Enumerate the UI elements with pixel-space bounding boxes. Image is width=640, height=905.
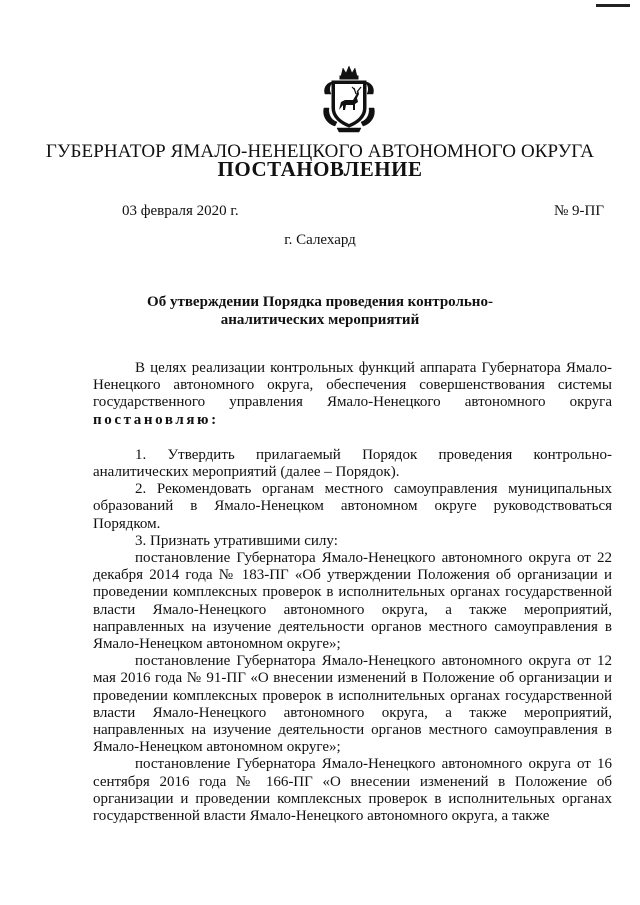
preamble <box>93 360 612 429</box>
paragraph-item-1: 1. Утвердить прилагаемый Порядок проведения контрольно-аналитических мероприятий (далее – Порядок). <box>93 446 612 481</box>
paragraph-item-3: 3. Признать утратившими силу: <box>135 532 338 549</box>
issuing-authority: ГУБЕРНАТОР ЯМАЛО-НЕНЕЦКОГО АВТОНОМНОГО ОКРУГА <box>45 141 595 162</box>
paragraph-item-2: 2. Рекомендовать органам местного самоуправления муниципальных образований в Ямало-Ненецком автономном округе руководствоваться Порядком. <box>93 481 612 532</box>
document-title: Об утверждении Порядка проведения контрольно-аналитических мероприятий <box>147 294 493 328</box>
document-body <box>93 360 612 825</box>
coat-of-arms-icon <box>319 64 379 134</box>
document-type: ПОСТАНОВЛЕНИЕ <box>217 157 423 181</box>
document-date: 03 февраля 2020 г. <box>122 203 239 219</box>
scan-artifact <box>596 4 630 7</box>
preamble-text: В целях реализации контрольных функций аппарата Губернатора Ямало-Ненецкого автономного округа, обеспечения совершенствования системы государственного управления Ямало-Ненецкого автономного округа <box>93 360 612 411</box>
repealed-decree-166: постановление Губернатора Ямало-Ненецкого автономного округа от 16 сентября 2016 года № 166-ПГ «О внесении изменений в Положение об организации и проведении комплексных проверок в исполнительных органах государственной власти Ямало-Ненецкого автономного округа, а также <box>93 756 612 825</box>
document-city: г. Салехард <box>284 232 356 248</box>
decree-word: постановляю: <box>93 411 219 428</box>
repealed-decree-91: постановление Губернатора Ямало-Ненецкого автономного округа от 12 мая 2016 года № 91-ПГ «О внесении изменений в Положение об организации и проведении комплексных проверок в исполнительных органах государственной власти Ямало-Ненецкого автономного округа, а также мероприятий, направленных на изучение деятельности органов местного самоуправления в Ямало-Ненецком автономном округе»; <box>93 653 612 756</box>
document-number: № 9-ПГ <box>553 203 604 219</box>
repealed-decree-183: постановление Губернатора Ямало-Ненецкого автономного округа от 22 декабря 2014 года № 183-ПГ «Об утверждении Положения об организации и проведении комплексных проверок в исполнительных органах государственной власти Ямало-Ненецкого автономного округа, а также мероприятий, направленных на изучение деятельности органов местного самоуправления в Ямало-Ненецком автономном округе»; <box>93 550 612 653</box>
